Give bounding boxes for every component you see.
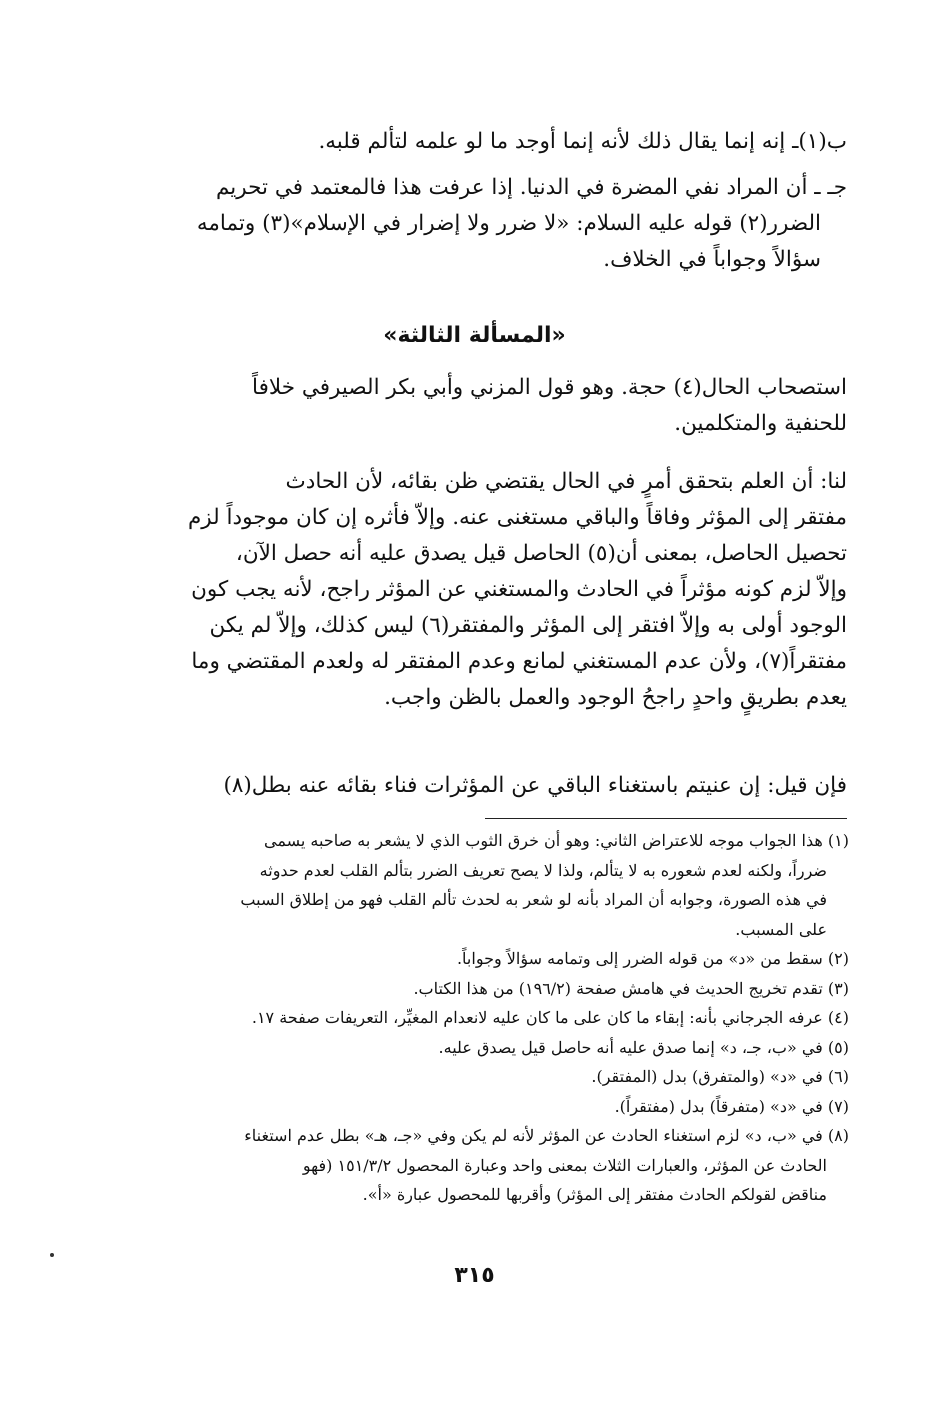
footnote-5 <box>149 1033 849 1063</box>
text-line: استصحاب الحال(٤) حجة. وهو قول المزني وأبي بكر الصيرفي خلافاً <box>252 375 847 400</box>
footnote-separator <box>485 818 847 819</box>
footnote-line: (٦) في «د» (والمتفرق) بدل (المفتقر). <box>591 1067 849 1086</box>
scan-speck <box>50 1253 54 1257</box>
section-heading: «المسألة الثالثة» <box>383 323 566 348</box>
footnote-7 <box>149 1092 849 1122</box>
footnote-6 <box>149 1062 849 1092</box>
footnote-line: على المسبب. <box>735 919 827 939</box>
list-item-b <box>157 124 847 160</box>
text-line: جـ ـ أن المراد نفي المضرة في الدنيا. إذا عرفت هذا فالمعتمد في تحريم <box>215 175 847 200</box>
footnotes <box>149 826 849 1210</box>
footnote-line: (٢) سقط من «د» من قوله الضرر إلى وتمامه سؤالاً وجواباً. <box>456 949 849 968</box>
text-line: الضرر(٢) قوله عليه السلام: «لا ضرر ولا إضرار في الإسلام»(٣) وتمامه <box>196 211 821 236</box>
text-line: وإلاّ لزم كونه مؤثراً في الحادث والمستغني عن المؤثر راجح، لأنه يجب كون <box>191 577 847 602</box>
paragraph-istishab <box>157 370 847 442</box>
footnote-line: في هذه الصورة، وجوابه أن المراد بأنه لو شعر به لحدث تألم القلب فهو من إطلاق السبب <box>240 890 827 909</box>
footnote-1 <box>149 826 849 944</box>
footnote-line: (٥) في «ب، جـ، د» إنما صدق عليه أنه حاصل قيل يصدق عليه. <box>438 1037 849 1057</box>
paragraph-objection <box>157 768 847 804</box>
footnote-3 <box>149 974 849 1004</box>
footnote-line: (١) هذا الجواب موجه للاعتراض الثاني: وهو أن خرق الثوب الذي لا يشعر به صاحبه يسمى <box>264 831 849 850</box>
page-number: ٣١٥ <box>454 1263 495 1288</box>
text-line: سؤالاً وجواباً في الخلاف. <box>603 247 821 272</box>
text-line: تحصيل الحاصل، بمعنى أن(٥) الحاصل قيل يصدق عليه أنه حصل الآن، <box>235 541 847 566</box>
text-line: الوجود أولى به وإلاّ افتقر إلى المؤثر والمفتقر(٦) ليس كذلك، وإلاّ لم يكن <box>209 613 847 638</box>
text-line: يعدم بطريقٍ واحدٍ راجحُ الوجود والعمل بالظن واجب. <box>384 685 847 710</box>
text-line: ب(١)ـ إنه إنما يقال ذلك لأنه إنما أوجد ما لو علمه لتألم قلبه. <box>318 129 847 154</box>
text-line: مفتقر إلى المؤثر وفاقاً والباقي مستغنى عنه. وإلاّ فأثره إن كان موجوداً لزم <box>188 505 847 530</box>
footnote-line: الحادث عن المؤثر، والعبارات الثلاث بمعنى واحد وعبارة المحصول ١٥١/٣/٢ (فهو <box>302 1155 827 1175</box>
footnote-8 <box>149 1121 849 1210</box>
text-line: لنا: أن العلم بتحقق أمرٍ في الحال يقتضي ظن بقائه، لأن الحادث <box>285 469 847 494</box>
list-item-j <box>157 170 847 278</box>
footnote-line: مناقض لقولكم الحادث مفتقر إلى المؤثر) وأقربها للمحصول عبارة «أ». <box>362 1185 827 1204</box>
footnote-line: (٣) تقدم تخريج الحديث في هامش صفحة (١٩٦/٢) من هذا الكتاب. <box>413 978 849 998</box>
text-line: فإن قيل: إن عنيتم باستغناء الباقي عن المؤثرات فناء بقائه عنه بطل(٨) <box>223 773 847 798</box>
text-line: مفتقراً(٧)، ولأن عدم المستغني لمانع وعدم المفتقر له ولعدم المقتضي وما <box>191 649 847 674</box>
paragraph-argument <box>157 464 847 716</box>
footnote-4 <box>149 1003 849 1033</box>
footnote-2 <box>149 944 849 974</box>
footnote-line: (٨) في «ب، د» لزم استغناء الحادث عن المؤثر لأنه لم يكن وفي «جـ، هـ» بطل عدم استغناء <box>244 1126 849 1145</box>
footnote-line: (٤) عرفه الجرجاني بأنه: إبقاء ما كان على ما كان عليه لانعدام المغيِّر، التعريفات صفحة ١٧. <box>251 1008 849 1027</box>
footnote-line: ضرراً، ولكنه لعدم شعوره به لا يتألم، ولذا لا يصح تعريف الضرر بتألم القلب لعدم حدوثه <box>259 860 827 880</box>
footnote-line: (٧) في «د» (متفرقاً) بدل (مفتقراً). <box>614 1096 849 1116</box>
text-line: للحنفية والمتكلمين. <box>674 411 847 436</box>
